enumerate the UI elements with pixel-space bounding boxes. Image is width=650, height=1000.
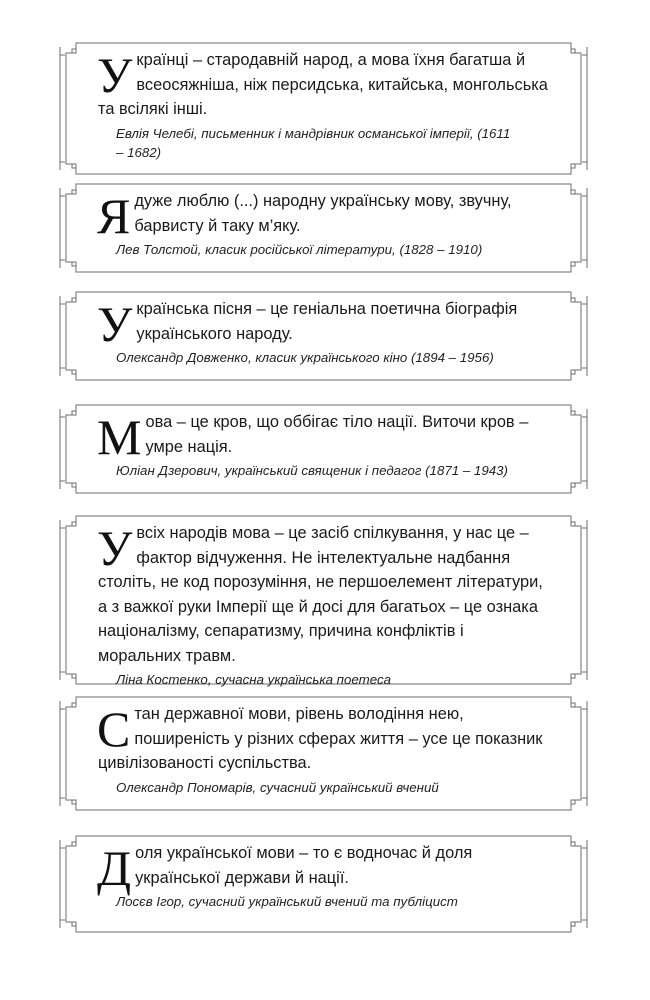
quote-text xyxy=(98,521,551,668)
quote-author: Лев Толстой, класик російської літератури, (1828 – 1910) xyxy=(116,242,483,257)
quote-body: оля української мови – то є водночас й доля української держави й нації. xyxy=(135,844,473,887)
quote-body: країнська пісня – це геніальна поетична біографія українського народу. xyxy=(136,300,518,343)
drop-cap: У xyxy=(97,520,133,576)
quote-card-5 xyxy=(66,516,581,687)
quote-body: тан державної мови, рівень володіння нею, поширеність у різних сферах життя – усе це показник цивілізованості суспільства. xyxy=(98,705,543,772)
quote-author: Евлія Челебі, письменник і мандрівник османської імперії, (1611 – 1682) xyxy=(116,125,511,160)
quote-card-1 xyxy=(66,43,581,174)
quote-text xyxy=(97,409,551,465)
quote-text xyxy=(97,296,551,352)
quote-author: Лосєв Ігор, сучасний український вчений та публіцист xyxy=(116,894,458,909)
quote-author: Юліан Дзерович, український священик і педагог (1871 – 1943) xyxy=(116,463,508,478)
quote-text xyxy=(98,48,551,122)
quote-author: Олександр Довженко, класик українського кіно (1894 – 1956) xyxy=(116,350,494,365)
quote-author: Ліна Костенко, сучасна українська поетеса xyxy=(116,672,392,687)
drop-cap: У xyxy=(97,47,133,103)
quote-text xyxy=(97,840,551,896)
quote-text xyxy=(98,702,551,776)
quote-card-2 xyxy=(66,184,581,272)
quote-body: країнці – стародавній народ, а мова їхня багатша й всеосяжніша, ніж персидська, китайська, монгольська та всілякі інші. xyxy=(98,51,548,118)
drop-cap: Я xyxy=(97,188,131,244)
drop-cap: Д xyxy=(97,840,132,896)
drop-cap: С xyxy=(97,701,131,757)
quote-body: ова – це кров, що оббігає тіло нації. Виточи кров – умре нація. xyxy=(145,413,529,456)
quote-card-7 xyxy=(66,836,581,932)
quote-body: всіх народів мова – це засіб спілкування, у нас це – фактор відчуження. Не інтелектуальне надбання століть, не код порозуміння, не першоелемент літератури, а з важкої руки Імперії ще й досі для багатьох – це ознака націоналізму, сепаратизму, причина конфліктів і моральних травм. xyxy=(98,524,543,665)
quote-card-3 xyxy=(66,292,581,380)
quote-author: Олександр Пономарів, сучасний український вчений xyxy=(116,779,439,795)
drop-cap: У xyxy=(97,296,133,352)
quote-body: дуже люблю (...) народну українську мову, звучну, барвисту й таку м’яку. xyxy=(134,192,512,235)
quote-text xyxy=(97,188,551,244)
drop-cap: М xyxy=(97,409,142,465)
quote-card-6 xyxy=(66,697,581,810)
quote-card-4 xyxy=(66,405,581,493)
